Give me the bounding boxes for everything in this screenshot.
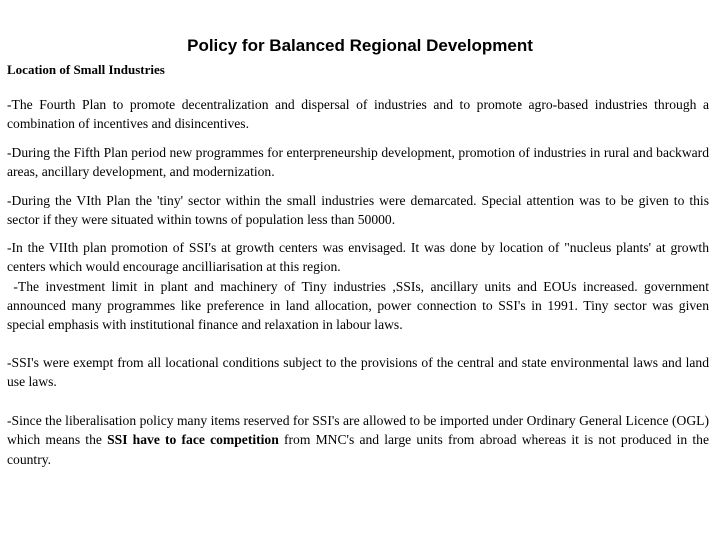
section-subtitle: Location of Small Industries (7, 62, 165, 77)
liberalisation-text-after: from MNC's and large units from abroad whereas it is not produced in the country. (7, 432, 709, 467)
paragraph-seventh-plan (7, 238, 713, 334)
paragraph-fourth-plan: -The Fourth Plan to promote decentralization and dispersal of industries and to promote agro-based industries through a combination of incentives and disincentives. (7, 97, 709, 132)
page-title: Policy for Balanced Regional Development (187, 36, 533, 55)
paragraph-sixth-plan: -During the VIth Plan the 'tiny' sector within the small industries were demarcated. Special attention was to be given to this sector if they were situated within towns of population less than 50000. (7, 193, 709, 228)
liberalisation-emphasis: SSI have to face competition (107, 432, 279, 448)
paragraph-liberalisation (7, 411, 709, 469)
paragraph-investment-limit: -The investment limit in plant and machinery of Tiny industries ,SSIs, ancillary units and EOUs increased. government announced many programmes like preference in land allocation, power connection to SSI's in 1991. Tiny sector was given special emphasis with institutional finance and relaxation in labour laws. (7, 278, 713, 333)
paragraph-fifth-plan: -During the Fifth Plan period new programmes for enterpreneurship development, promotion of industries in rural and backward areas, ancillary development, and modernization. (7, 145, 709, 180)
paragraph-locational-exemption: -SSI's were exempt from all locational conditions subject to the provisions of the central and state environmental laws and land use laws. (7, 355, 709, 390)
liberalisation-text-before: -Since the liberalisation policy many items reserved for SSI's are allowed to be imported under Ordinary General Licence (OGL) which means the (7, 413, 709, 448)
paragraph-seventh-plan-growth-centers: -In the VIIth plan promotion of SSI's at growth centers was envisaged. It was done by location of "nucleus plants' at growth centers which would encourage ancilliarisation at this region. (7, 240, 709, 275)
